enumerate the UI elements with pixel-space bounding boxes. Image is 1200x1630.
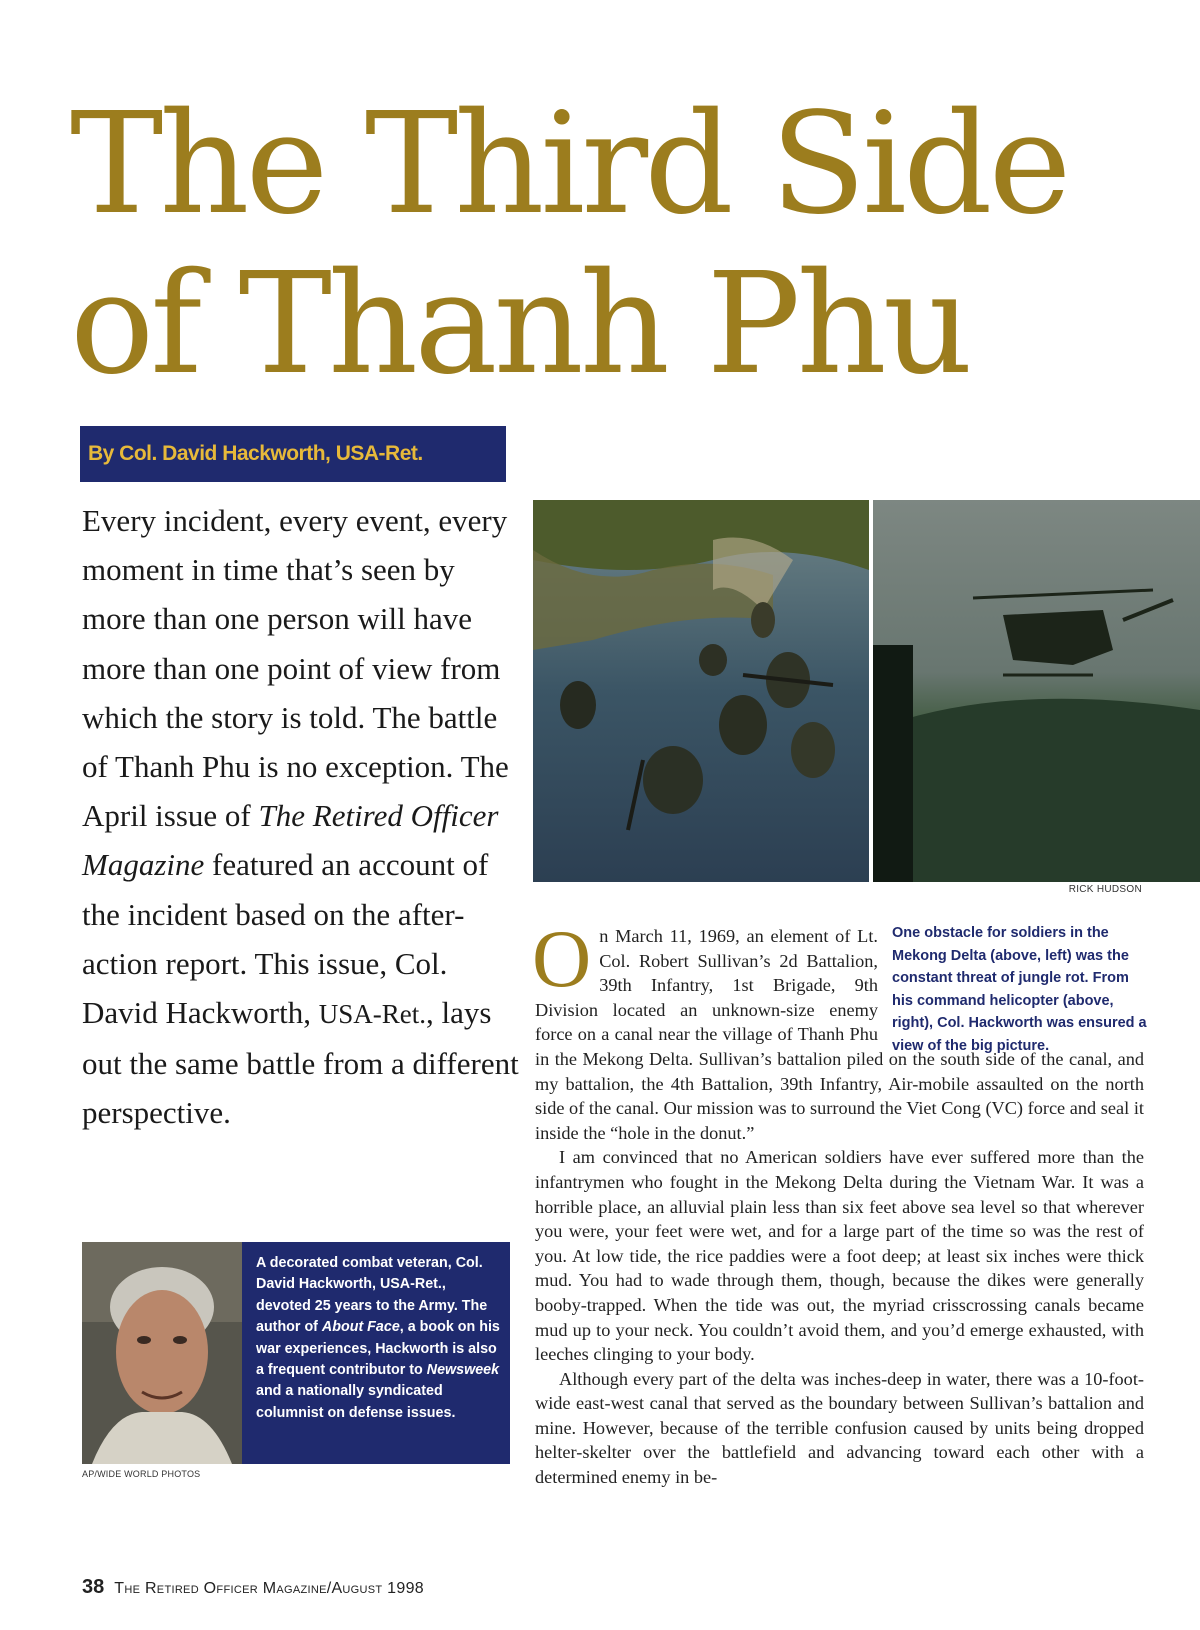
author-photo-credit: AP/WIDE WORLD PHOTOS <box>82 1469 201 1479</box>
title-line-1: The Third Side <box>70 83 1068 246</box>
photo-caption: One obstacle for soldiers in the Mekong Delta (above, left) was the constant threat of jungle rot. From his command helicopter (above, right), Col. Hackworth was ensured a view of the big picture. <box>892 925 1147 1054</box>
article-body <box>532 913 1144 1490</box>
body-paragraph-2: I am convinced that no American soldiers have ever suffered more than the infantrymen who fought in the Mekong Delta during the Vietnam War. It was a horrible place, an alluvial plain less than six feet above sea level so that wherever you were, your feet were wet, and for a large part of the time so was the rest of you. At low tide, the rice paddies were a foot deep; at least six inches were thick mud. You had to wade through them, though, because the dikes were generally booby-trapped. When the tide was out, the myriad crisscrossing canals became mud up to your neck. You couldn’t avoid them, and you’d emerge exhausted, with leeches clinging to your body. <box>535 1147 1144 1365</box>
drop-cap: O <box>532 913 592 1004</box>
author-portrait <box>82 1242 242 1464</box>
title-line-2: of Thanh Phu <box>70 243 969 406</box>
page-number: 38 <box>82 1576 105 1598</box>
book-title: About Face <box>321 1319 400 1336</box>
author-bio-text-3: and a nationally syndicated columnist on defense issues. <box>256 1383 456 1421</box>
body-paragraph-3: Although every part of the delta was inches-deep in water, there was a 10-foot-wide east-west canal that served as the boundary between Sullivan’s battalion and mine. However, because of the terrible confusion caused by units being dropped helter-skelter over the battlefield and advancing toward each other with a determined enemy in be- <box>535 1368 1144 1488</box>
intro-text-1: Every incident, every event, every moment in time that’s seen by more than one person will have more than one point of view from which the story is told. The battle of Thanh Phu is no exception. The April issue of <box>82 503 509 834</box>
photo-credit: RICK HUDSON <box>1068 884 1142 895</box>
article-photos <box>533 500 1200 882</box>
author-bio <box>256 1253 504 1424</box>
intro-text-2: featured an account of the incident based on the after-action report. This issue, Col. David Hackworth, <box>82 847 489 1031</box>
author-bio-text-1: A decorated combat veteran, Col. David Hackworth, USA-Ret., devoted 25 years to the Army. The author of <box>256 1255 488 1336</box>
intro-text-3: , lays out the same battle from a different perspective. <box>82 995 519 1131</box>
usa-ret-text: USA-Ret. <box>318 999 426 1030</box>
page-footer <box>82 1576 424 1599</box>
body-paragraph-1-text: n March 11, 1969, an element of Lt. Col. Robert Sullivan’s 2d Battalion, 39th Infantry, 1st Brigade, 9th Division located an unknown-size enemy force on a canal near the village of Thanh Phu in the Mekong Delta. Sullivan’s battalion piled on the south side of the canal, and my battalion, the 4th Battalion, 39th Infantry, Air-mobile assaulted on the north side of the canal. Our mission was to surround the Viet Cong (VC) force and seal it inside the “hole in the donut.” <box>535 926 1144 1143</box>
soldiers-canal-photo <box>533 500 869 882</box>
article-title <box>70 85 1170 405</box>
helicopter-photo <box>873 500 1200 882</box>
author-bio-text-2: , a book on his war experiences, Hackworth is also a frequent contributor to <box>256 1319 500 1379</box>
newsweek-title: Newsweek <box>426 1362 500 1379</box>
intro-paragraph <box>82 496 522 1138</box>
magazine-title: The Retired Officer Magazine <box>82 798 499 883</box>
caption-spacer <box>878 924 1144 1046</box>
byline-bar: By Col. David Hackworth, USA-Ret. <box>80 426 506 482</box>
magazine-issue: The Retired Officer Magazine/August 1998 <box>114 1580 424 1597</box>
author-box <box>82 1242 510 1464</box>
